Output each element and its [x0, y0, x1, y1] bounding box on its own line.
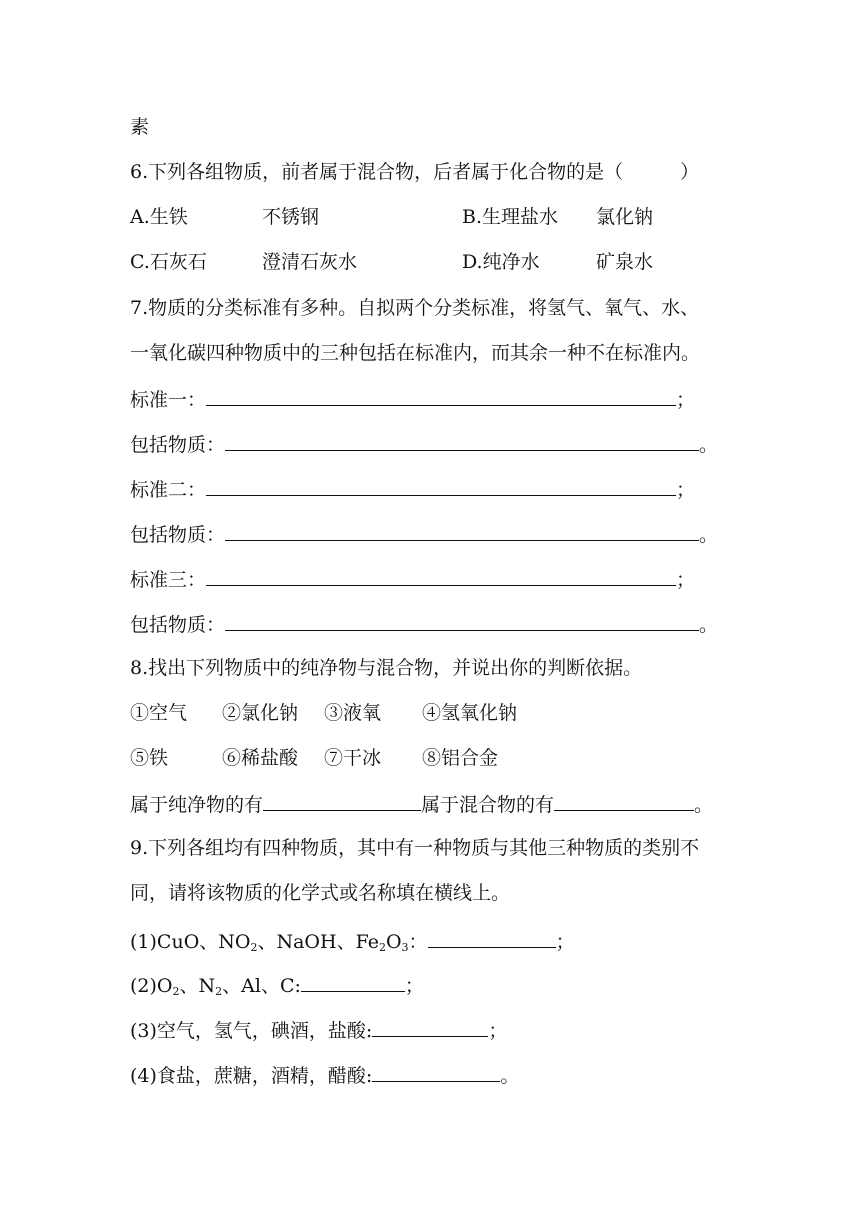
q9-part-1-d: ： — [408, 931, 428, 953]
q7-stem-line1: 7.物质的分类标准有多种。自拟两个分类标准，将氢气、氧气、水、 — [130, 297, 700, 319]
q8-item-7: ⑦干冰 — [324, 747, 382, 769]
q7-semicolon: ； — [676, 569, 696, 591]
q7-semicolon: ； — [676, 389, 696, 411]
q8-items-row1 — [130, 700, 517, 726]
q9-semicolon: ； — [488, 1020, 508, 1042]
q6-option-d-second: 矿泉水 — [596, 251, 654, 273]
q6-option-b-first: B.生理盐水 — [462, 206, 559, 228]
subscript: 2 — [250, 941, 258, 954]
q9-part-2-c: 、Al、C: — [222, 975, 301, 997]
q7-semicolon: ； — [676, 479, 696, 501]
subscript: 2 — [378, 941, 386, 954]
subscript: 3 — [401, 941, 409, 954]
q9-part-1 — [130, 927, 575, 955]
q7-include-3-blank[interactable] — [225, 610, 699, 631]
q7-include-2-label: 包括物质： — [130, 524, 226, 546]
q6-option-b-second: 氯化钠 — [596, 206, 654, 228]
q8-items-row2 — [130, 745, 498, 771]
subscript: 2 — [172, 985, 180, 998]
q9-part-1-b: 、NaOH、Fe — [257, 931, 379, 953]
subscript: 2 — [215, 985, 223, 998]
q7-period: 。 — [699, 614, 719, 636]
q7-include-3-row — [130, 610, 718, 638]
q8-mixture-label: 属于混合物的有 — [421, 794, 555, 816]
q7-standard-1-row — [130, 385, 695, 413]
q9-stem-line1: 9.下列各组均有四种物质，其中有一种物质与其他三种物质的类别不 — [130, 837, 700, 859]
q6-option-c-second: 澄清石灰水 — [262, 251, 358, 273]
q9-part-2-b: 、N — [179, 975, 216, 997]
q7-standard-2-label: 标准二： — [130, 479, 207, 501]
q9-stem-line2: 同，请将该物质的化学式或名称填在横线上。 — [130, 882, 511, 904]
q9-semicolon: ； — [404, 975, 424, 997]
q8-item-2: ②氯化钠 — [222, 702, 299, 724]
q7-standard-3-label: 标准三： — [130, 569, 207, 591]
q8-item-6: ⑥稀盐酸 — [222, 747, 299, 769]
q7-standard-2-row — [130, 475, 695, 503]
q8-item-3: ③液氧 — [324, 702, 382, 724]
q6-option-a-second: 不锈钢 — [262, 206, 320, 228]
continuation-text: 素 — [130, 116, 150, 138]
q8-item-8: ⑧铝合金 — [422, 747, 499, 769]
q9-part-2 — [130, 971, 424, 999]
q9-part-3-blank[interactable] — [372, 1016, 488, 1037]
q9-part-3 — [130, 1016, 507, 1044]
q7-include-1-row — [130, 430, 718, 458]
q7-standard-3-blank[interactable] — [206, 565, 676, 586]
q6-option-a-first: A.生铁 — [130, 206, 188, 228]
q8-pure-blank[interactable] — [263, 790, 421, 811]
q8-mixture-blank[interactable] — [554, 790, 694, 811]
q7-standard-2-blank[interactable] — [206, 475, 676, 496]
q9-part-3-text: (3)空气，氢气，碘酒，盐酸: — [130, 1020, 373, 1042]
q9-part-1-a: (1)CuO、NO — [130, 931, 251, 953]
q6-stem: 6.下列各组物质，前者属于混合物，后者属于化合物的是（ ） — [130, 161, 700, 183]
q8-item-1: ①空气 — [130, 702, 188, 724]
q7-period: 。 — [699, 524, 719, 546]
q7-period: 。 — [699, 434, 719, 456]
q7-stem-line2: 一氧化碳四种物质中的三种包括在标准内，而其余一种不在标准内。 — [130, 342, 701, 364]
q8-answer-row — [130, 790, 713, 818]
q9-period: 。 — [500, 1065, 520, 1087]
q6-options-ab — [130, 204, 653, 230]
q9-part-2-a: (2)O — [130, 975, 173, 997]
q9-part-4 — [130, 1061, 519, 1089]
q7-standard-1-blank[interactable] — [206, 385, 676, 406]
q7-include-2-blank[interactable] — [225, 520, 699, 541]
q9-part-1-c: O — [385, 931, 402, 953]
q8-item-5: ⑤铁 — [130, 747, 169, 769]
q7-standard-3-row — [130, 565, 695, 593]
q9-part-1-blank[interactable] — [428, 927, 556, 948]
q7-standard-1-label: 标准一： — [130, 389, 207, 411]
q6-option-d-first: D.纯净水 — [462, 251, 540, 273]
q7-include-3-label: 包括物质： — [130, 614, 226, 636]
q8-period: 。 — [694, 794, 714, 816]
q7-include-1-blank[interactable] — [225, 430, 699, 451]
q9-part-2-blank[interactable] — [301, 971, 405, 992]
q8-pure-label: 属于纯净物的有 — [130, 794, 264, 816]
q8-item-4: ④氢氧化钠 — [422, 702, 518, 724]
q9-part-4-text: (4)食盐，蔗糖，酒精，醋酸: — [130, 1065, 373, 1087]
q8-stem: 8.找出下列物质中的纯净物与混合物，并说出你的判断依据。 — [130, 657, 643, 679]
q7-include-2-row — [130, 520, 718, 548]
q9-semicolon: ； — [555, 931, 575, 953]
q9-part-4-blank[interactable] — [372, 1061, 500, 1082]
q7-include-1-label: 包括物质： — [130, 434, 226, 456]
q6-option-c-first: C.石灰石 — [130, 251, 207, 273]
q6-options-cd — [130, 249, 653, 275]
